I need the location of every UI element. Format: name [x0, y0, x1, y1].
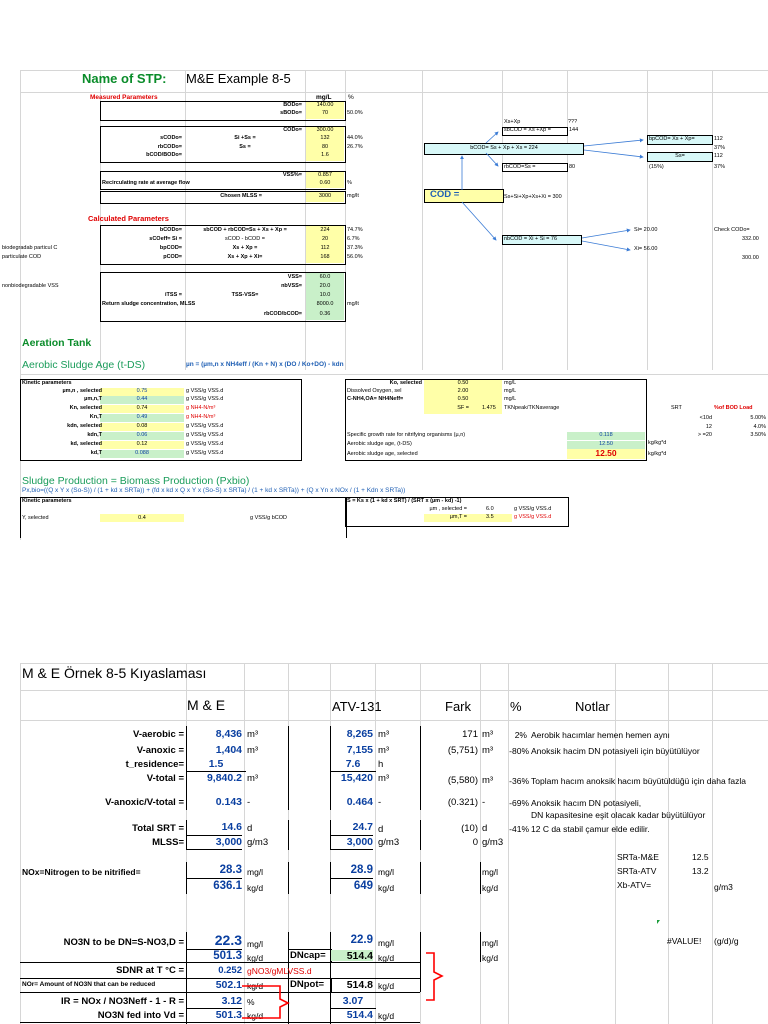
sdnr-unit: gNO3/gMLVSS.d: [247, 966, 312, 976]
scodo-mid: Si +Ss =: [234, 135, 256, 141]
rbcod-label: rbCOD=Ss =: [504, 164, 536, 170]
nbvss-side: nonbiodegradable VSS: [2, 283, 59, 289]
no3n-f1-unit: mg/l: [482, 938, 499, 948]
me-value: 9,840.2: [206, 772, 242, 784]
me-value: 1.5: [208, 758, 224, 770]
stp-title-label: Name of STP:: [82, 71, 167, 86]
nox-me1: 28.3: [219, 864, 242, 876]
pct-value: -80%: [509, 746, 529, 756]
atv-value: 3,000: [346, 836, 373, 848]
note: Anoksik hacım DN potasiyeli,: [531, 798, 642, 808]
age-label: Aerobic sludge age, (t-DS): [347, 441, 412, 447]
srt-pct: 3.50%: [750, 432, 766, 438]
vss-calc-value: 60.0: [319, 274, 331, 280]
calc-row-pct: 6.7%: [347, 236, 360, 242]
note: Anoksik hacim DN potasiyeli için büyütülüyor: [531, 746, 700, 756]
fark-value: 171: [462, 729, 478, 740]
nox-label: NOx=Nitrogen to be nitrified=: [22, 867, 141, 877]
rbcodo-value[interactable]: 80: [321, 144, 329, 150]
no3n-atv1: 22.9: [350, 934, 373, 946]
fark-value: (10): [461, 823, 478, 834]
kin-value[interactable]: 0.08: [136, 423, 148, 429]
ko-unit: mg/L: [504, 380, 517, 386]
fed-label: NO3N fed into Vd =: [97, 1010, 184, 1021]
vss-label: VSS%=: [282, 172, 302, 178]
calc-row-value[interactable]: 20: [321, 236, 329, 242]
itss-label: iTSS =: [165, 292, 182, 298]
ko-label: Ko, selected: [389, 380, 422, 386]
nox-me2-unit: kg/d: [247, 883, 264, 893]
calc-row-mid: sCOD - bCOD =: [225, 236, 265, 242]
note: 12 C da stabil çamur elde edilir.: [531, 824, 650, 834]
kin-value: 0.49: [136, 414, 148, 420]
srt-value: > =20: [697, 432, 712, 438]
age-sel-unit: kg/kg*d: [648, 451, 667, 457]
recirc-label: Recirculating rate at average flow: [102, 180, 190, 186]
rbcod-bcod-value: 0.36: [319, 311, 331, 317]
cod-label: COD =: [430, 189, 460, 200]
calc-row-value[interactable]: 112: [320, 245, 330, 251]
fark-unit: m³: [482, 729, 494, 740]
note: DN kapasitesine eşit olacak kadar büyütülüyor: [531, 810, 706, 820]
me-value: 3,000: [215, 836, 242, 848]
calc-row-side: particulate COD: [2, 254, 42, 260]
bcod-bod-label: bCOD/BODo=: [146, 152, 182, 158]
kin-header: Kinetic parameters: [22, 380, 72, 386]
me-unit: -: [247, 797, 251, 808]
sludge-age-title: Aerobic Sludge Age (t-DS): [22, 359, 146, 371]
aeration-title: Aeration Tank: [22, 337, 92, 349]
ir-label: IR = NOx / NO3Neff - 1 - R =: [61, 996, 184, 1007]
calc-row-label: sCOeff= Si =: [149, 236, 182, 242]
dnpot-unit: kg/d: [378, 981, 395, 991]
nox-me2: 636.1: [213, 880, 242, 892]
nox-atv2-unit: kg/d: [378, 883, 395, 893]
fed-me: 501.3: [215, 1009, 242, 1021]
mu-t-unit: g VSS/g VSS.d: [514, 514, 552, 520]
nor-unit: kg/d: [247, 981, 264, 991]
nh4-unit: mg/L: [504, 396, 517, 402]
pct-value: -36%: [509, 776, 529, 786]
mlss-label: Chosen MLSS =: [220, 193, 262, 199]
me-unit: m³: [247, 745, 259, 756]
growth-label: Specific growth rate for nitrifying organisms (µ,n): [347, 432, 466, 438]
no3n-me2: 501.3: [213, 950, 242, 962]
no3n-me2-unit: kg/d: [247, 953, 264, 963]
pct-value: -69%: [509, 798, 529, 808]
recirc-unit: %: [347, 180, 352, 186]
row-label: V-anoxic/V-total =: [105, 797, 184, 808]
y-label: Y, selected: [22, 515, 49, 521]
nox-f1-unit: mg/l: [482, 867, 499, 877]
atv-value: 7,155: [346, 744, 373, 756]
kin-value: 0.088: [135, 450, 149, 456]
mlss-unit: mg/lt: [347, 193, 359, 199]
kin-label: kd,T: [90, 450, 102, 456]
nbvss-value: 20.0: [319, 283, 331, 289]
atv-value: 7.6: [345, 758, 361, 770]
me-unit: m³: [247, 773, 259, 784]
kin-value[interactable]: 0.74: [136, 405, 148, 411]
scodo-pct: 44.0%: [347, 135, 363, 141]
calc-row-label: bpCOD=: [159, 245, 182, 251]
row-label: V-total =: [146, 773, 184, 784]
return-sludge-unit: mg/lt: [347, 301, 359, 307]
codo-label: CODo=: [283, 127, 302, 133]
si-label: Si= 20.00: [634, 227, 658, 233]
me-value: 0.143: [215, 796, 242, 808]
unit-header: mg/L: [316, 94, 332, 101]
age-value: 12.50: [599, 441, 613, 447]
header-pct: %: [510, 699, 522, 714]
itss-value: 10.0: [319, 292, 331, 298]
stp-title-value: M&E Example 8-5: [186, 71, 291, 86]
row-label: t_residence=: [125, 759, 184, 770]
sdnr-label: SDNR at T °C =: [116, 965, 184, 976]
mlss-value[interactable]: 3000: [318, 193, 332, 199]
fark-value: 0: [472, 837, 478, 848]
value-error: #VALUE!: [667, 936, 702, 946]
val300: 300.00: [742, 255, 759, 261]
calc-row-mid: Xs + Xp =: [232, 245, 258, 251]
green-cell-marker: [657, 920, 660, 924]
ss-label: Ss=: [675, 153, 685, 159]
dncap-label: DNcap=: [290, 950, 326, 961]
sludge-title: Sludge Production = Biomass Production (Pxbio): [22, 475, 250, 487]
dnpot-value: 514.8: [346, 979, 373, 991]
comparison-title: M & E Örnek 8-5 Kıyaslaması: [22, 665, 207, 681]
sbodo-pct: 50.0%: [347, 110, 363, 116]
nbvss-label: nbVSS=: [281, 283, 302, 289]
fed-atv: 514.4: [346, 1009, 373, 1021]
calculated-header: Calculated Parameters: [88, 214, 169, 223]
calc-row-pct: 56.0%: [347, 254, 363, 260]
kin-label: Kn, selected: [69, 405, 102, 411]
return-sludge-value: 8000.0: [316, 301, 334, 307]
pct15: (15%): [649, 164, 664, 170]
ir-me: 3.12: [221, 995, 242, 1007]
srt-pct: 5.00%: [750, 415, 766, 421]
fark-value: (5,580): [447, 775, 478, 786]
srt-header: SRT: [671, 405, 682, 411]
y-unit: g VSS/g bCOD: [250, 515, 287, 521]
dncap-unit: kg/d: [378, 953, 395, 963]
do-unit: mg/L: [504, 388, 517, 394]
bodo-label: BODo=: [283, 102, 302, 108]
itss-mid: TSS-VSS=: [231, 292, 259, 298]
calc-row-side: biodegradab particul C: [2, 245, 58, 251]
calc-row-value[interactable]: 224: [320, 227, 330, 233]
nh4-value[interactable]: 0.50: [457, 396, 469, 402]
fark-unit: d: [482, 823, 488, 834]
age-sel-label: Aerobic sludge age, selected: [347, 451, 418, 457]
nor-label: NOr= Amount of NO3N that can be reduced: [22, 981, 156, 988]
sbcod-value: 144: [569, 127, 579, 133]
y-value[interactable]: 0.4: [138, 515, 146, 521]
no3n-f2-unit: kg/d: [482, 953, 499, 963]
srt-side-unit: g/m3: [714, 882, 733, 892]
nor-value: 502.1: [215, 979, 242, 991]
me-unit: d: [247, 823, 253, 834]
me-value: 8,436: [215, 728, 242, 740]
srt-side-label: SRTa-M&E: [617, 852, 659, 862]
bod-header: %of BOD Load: [714, 405, 753, 411]
srt-value: 12: [705, 424, 712, 430]
fed-atv-unit: kg/d: [378, 1011, 395, 1021]
nh4-label: C-NH4,OA= NH4Neff=: [347, 396, 404, 402]
growth-unit: kg/kg*d: [648, 440, 667, 446]
row-label: V-aerobic =: [133, 729, 184, 740]
sludge-formula: Px,bio=((Q x Y x (So-S)) / (1 + kd x SRTa)) + (fd x kd x Q x Y x (So-S) x SRTa) / (1 + kd x SRTa)) + (Q x Yn x NOx / (1 + Kdn x SRTa)): [22, 487, 406, 494]
vss-value[interactable]: 0.857: [318, 172, 332, 178]
mu-sel-value[interactable]: 6.0: [486, 506, 494, 512]
kin-value: 0.44: [136, 396, 148, 402]
pct-value: 2%: [514, 730, 527, 740]
check-label: Check CODo=: [714, 227, 750, 233]
calc-row-value[interactable]: 168: [320, 254, 330, 260]
cod-sum: Ss+Si+Xp+Xs+Xi = 300: [504, 194, 562, 200]
header-notlar: Notlar: [575, 699, 610, 714]
rbcod-bcod-label: rbCOD/bCOD=: [263, 311, 302, 317]
row-label: V-anoxic =: [136, 745, 184, 756]
sf-unit: TKNpeak/TKNaverage: [504, 405, 560, 411]
calc-row-label: pCOD=: [163, 254, 182, 260]
header-atv: ATV-131: [332, 699, 382, 714]
fark-unit: -: [482, 797, 486, 808]
bpcod-label: bpCOD= Xs + Xp=: [649, 136, 695, 142]
row-label: Total SRT =: [132, 823, 184, 834]
kin-label: kdn, selected: [67, 423, 102, 429]
do-value[interactable]: 2.00: [457, 388, 469, 394]
scodo-value[interactable]: 132: [320, 135, 330, 141]
fark-value: (0.321): [447, 797, 478, 808]
atv-unit: h: [378, 759, 384, 770]
xi-label: Xi= 56.00: [634, 246, 658, 252]
no3n-me1: 22.3: [214, 932, 242, 948]
me-unit: g/m3: [247, 837, 269, 848]
measured-header: Measured Parameters: [90, 94, 158, 101]
atv-unit: m³: [378, 773, 390, 784]
nox-me1-unit: mg/l: [247, 867, 264, 877]
kin-unit: g NH4-N/m³: [186, 414, 216, 420]
sdnr-value: 0.252: [218, 965, 242, 976]
srt-side-value: 12.5: [692, 852, 709, 862]
calc-row-pct: 37.3%: [347, 245, 363, 251]
srt-value: <10d: [699, 415, 712, 421]
kin-unit: g VSS/g VSS.d: [186, 396, 224, 402]
ko-value[interactable]: 0.50: [457, 380, 469, 386]
note: Aerobik hacımlar hemen hemen aynı: [531, 730, 670, 740]
kin-unit: g VSS/g VSS.d: [186, 432, 224, 438]
mu-t-value: 3.5: [486, 514, 494, 520]
me-value: 14.6: [221, 821, 242, 833]
nox-f2-unit: kg/d: [482, 883, 499, 893]
sf-value[interactable]: 1.475: [482, 405, 496, 411]
pct-value: -41%: [509, 824, 529, 834]
value-error-unit: (g/d)/g: [714, 936, 739, 946]
kin-unit: g VSS/g VSS.d: [186, 388, 224, 394]
ss-value: 112: [714, 153, 723, 159]
kin-label: µm,n,T: [84, 396, 102, 402]
me-value: 1,404: [215, 744, 242, 756]
growth-value: 0.118: [599, 432, 613, 438]
atv-value: 0.464: [346, 796, 373, 808]
mu-sel-unit: g VSS/g VSS.d: [514, 506, 552, 512]
kin-value[interactable]: 0.12: [136, 441, 148, 447]
atv-unit: m³: [378, 729, 390, 740]
pct-header: %: [348, 94, 354, 101]
kin-value: 0.06: [136, 432, 148, 438]
no3n-me1-unit: mg/l: [247, 939, 264, 949]
atv-unit: -: [378, 797, 382, 808]
bracket-ir: [270, 986, 288, 1018]
atv-value: 24.7: [352, 821, 373, 833]
kin-unit: g NH4-N/m³: [186, 405, 216, 411]
kin-label: Kn,T: [89, 414, 102, 420]
srt-pct: 4.0%: [753, 424, 766, 430]
check-value: 332.00: [742, 236, 759, 242]
mu-t-label: µm,T =: [449, 514, 467, 520]
atv-unit: m³: [378, 745, 390, 756]
nox-atv1-unit: mg/l: [378, 867, 395, 877]
qqq-label: ???: [568, 119, 578, 125]
nox-atv1: 28.9: [350, 864, 373, 876]
note: Toplam hacım anoksik hacım büyütüldüğü için daha fazla: [531, 776, 746, 786]
no3n-label: NO3N to be DN=S-NO3,D =: [63, 937, 184, 948]
sbodo-label: sBODo=: [280, 110, 302, 116]
fark-unit: g/m3: [482, 837, 504, 848]
atv-value: 15,420: [340, 772, 373, 784]
atv-unit: g/m3: [378, 837, 400, 848]
kin-unit: g VSS/g VSS.d: [186, 441, 224, 447]
sludge-age-formula: µn = (µm,n x NH4eff / (Kn + N) x (DO / Ko+DO) - kdn: [186, 361, 344, 368]
srt-side-label: SRTa-ATV: [617, 866, 657, 876]
do-label: Dissolved Oxygen, sel: [347, 388, 402, 394]
calc-row-pct: 74.7%: [347, 227, 363, 233]
fark-unit: m³: [482, 775, 494, 786]
fed-me-unit: kg/d: [247, 1011, 264, 1021]
ir-atv: 3.07: [342, 995, 364, 1007]
kin-label: µm,n , selected: [62, 388, 102, 394]
recirc-value[interactable]: 0.60: [319, 180, 331, 186]
me-unit: m³: [247, 729, 259, 740]
age-sel-value[interactable]: 12.50: [595, 448, 617, 458]
bodo-value[interactable]: 140.00: [316, 102, 334, 108]
vss-calc-label: VSS=: [287, 274, 302, 280]
ss-pct: 37%: [714, 164, 726, 170]
sludge-kin-header: Kinetic parameters: [22, 498, 72, 504]
header-me: M & E: [187, 697, 226, 713]
s-formula: S = Ks x (1 + kd x SRT) / (SRT x (µm - kd) -1): [347, 498, 462, 504]
calc-row-mid: Xs + Xp + Xi=: [227, 254, 263, 260]
sf-label: SF =: [457, 405, 469, 411]
nox-atv2: 649: [353, 880, 373, 892]
fark-value: (5,751): [447, 745, 478, 756]
kin-value[interactable]: 0.75: [136, 388, 148, 394]
scodo-label: sCODo=: [160, 135, 182, 141]
bpcod-value: 112: [714, 136, 723, 142]
dncap-value: 514.4: [346, 950, 373, 962]
no3n-atv1-unit: mg/l: [378, 938, 395, 948]
rbcodo-label: rbCODo=: [157, 144, 182, 150]
ir-me-unit: %: [247, 997, 255, 1007]
rbcodo-pct: 26.7%: [347, 144, 363, 150]
atv-unit: d: [378, 824, 384, 835]
srt-side-label: Xb-ATV=: [617, 880, 652, 890]
bracket-dncap: [426, 953, 442, 1000]
kin-unit: g VSS/g VSS.d: [186, 423, 224, 429]
header-fark: Fark: [445, 699, 471, 714]
rbcod-value: 80: [569, 164, 576, 170]
rbcodo-mid: Ss =: [239, 144, 251, 150]
return-sludge-label: Return sludge concentration, MLSS: [102, 301, 196, 307]
kin-unit: g VSS/g VSS.d: [186, 450, 224, 456]
dnpot-label: DNpot=: [290, 979, 325, 990]
kin-label: kd, selected: [70, 441, 102, 447]
nbcod-label: nbCOD = Xi + Si = 76: [504, 236, 558, 242]
codo-value[interactable]: 300.00: [316, 127, 334, 133]
kin-label: kdn,T: [87, 432, 102, 438]
mu-sel-label: µm , selected =: [429, 506, 467, 512]
fark-unit: m³: [482, 745, 494, 756]
xs-xp-label: Xs+Xp: [504, 119, 521, 125]
sbodo-value[interactable]: 70: [321, 110, 329, 116]
calc-row-label: bCODo=: [159, 227, 182, 233]
row-label: MLSS=: [152, 837, 184, 848]
sbcod-label: sbCOD = Xs +Xp =: [504, 127, 551, 133]
bcod-label: bCOD= Ss + Xp + Xs = 224: [470, 145, 538, 151]
bpcod-pct: 37%: [714, 145, 726, 151]
atv-value: 8,265: [346, 728, 373, 740]
srt-side-value: 13.2: [692, 866, 709, 876]
calc-row-mid: sbCOD + rbCOD=Ss + Xs + Xp =: [203, 227, 287, 233]
bcod-bod-value[interactable]: 1.6: [321, 152, 329, 158]
